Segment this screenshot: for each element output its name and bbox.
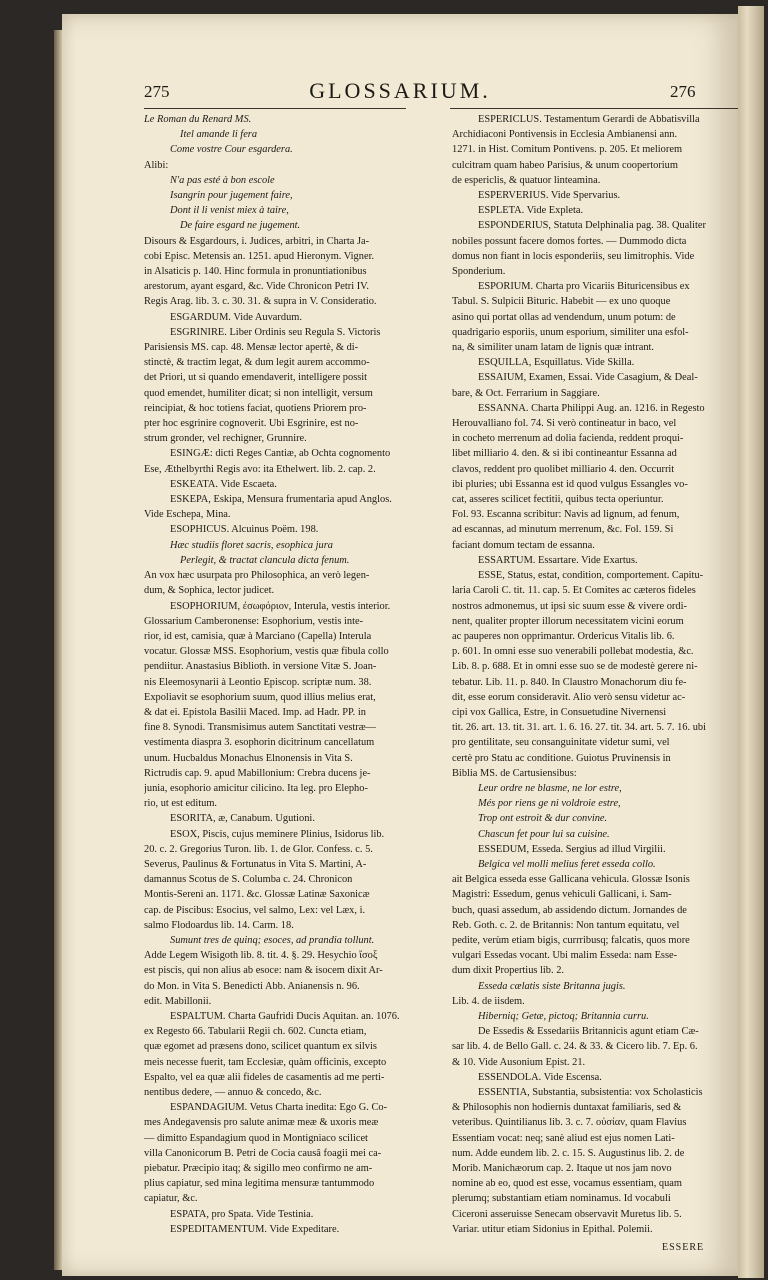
text-line: vocatur. Glossæ MSS. Esophorium, vestis quæ fibula collo xyxy=(144,646,389,658)
text-line: in cocheto merrenum ad dolia facienda, reddent proqui- xyxy=(452,433,684,445)
text-line: nobiles possunt facere domos fortes. — Dummodo dicta xyxy=(452,235,687,247)
text-line: ESPONDERIUS, Statuta Delphinalia pag. 38. Qualiter xyxy=(478,220,706,232)
text-line: Biblia MS. de Cartusiensibus: xyxy=(452,767,577,779)
text-line: pedite, verùm etiam bigis, currribusq; falcatis, quos more xyxy=(452,934,690,946)
text-line: sar lib. 4. de Bello Gall. c. 24. & 33. & Cicero lib. 7. Ep. 6. xyxy=(452,1041,698,1053)
text-line: Variar. utitur etiam Sidonius in Epithal. Polemii. xyxy=(452,1223,653,1235)
text-line: Esseda cælatis siste Britanna jugis. xyxy=(478,980,626,992)
text-line: pendiitur. Anastasius Biblioth. in versione Vitæ S. Joan- xyxy=(144,661,377,673)
text-line: Espalto, vel ea quæ alii fideles de casamentis ad me perti- xyxy=(144,1071,385,1083)
text-line: Parisiensis MS. cap. 48. Mensæ lector apertè, & di- xyxy=(144,342,359,354)
text-line: nostros admonemus, ut ipsi sic suum esse & vivere ordi- xyxy=(452,600,687,612)
text-line: Regis Arag. lib. 3. c. 30. 31. & supra in V. Consideratio. xyxy=(144,296,377,308)
text-line: ESOPHICUS. Alcuinus Poëm. 198. xyxy=(170,524,319,536)
text-line: ESSARTUM. Essartare. Vide Exartus. xyxy=(478,554,638,566)
text-line: ESPORIUM. Charta pro Vicariis Bituricensibus ex xyxy=(478,281,690,293)
text-line: na, & similiter unam latam de lignis quæ intrant. xyxy=(452,342,655,354)
text-line: Més por riens ge ni voldroie estre, xyxy=(478,798,621,810)
text-line: quæ egomet ad præsens dono, scilicet quantum ex silvis xyxy=(144,1041,377,1053)
text-line: ESSANNA. Charta Philippi Aug. an. 1216. in Regesto xyxy=(478,402,705,414)
text-line: nomine ab eo, quod est esse, vocamus essentiam, quam xyxy=(452,1178,682,1190)
text-line: Glossarium Camberonense: Esophorium, vestis inte- xyxy=(144,615,364,627)
text-line: Essentiam vocat: neq; sanè aliud est ejus nomen Lati- xyxy=(452,1132,675,1144)
text-line: Sponderium. xyxy=(452,266,506,278)
text-line: domus non fiant in locis esponderiis, seu limitrophis. Vide xyxy=(452,250,695,262)
text-line: Come vostre Cour esgardera. xyxy=(170,144,293,156)
text-line: ESPLETA. Vide Expleta. xyxy=(478,205,584,217)
text-line: quadrigario esporiis, unum esporium, similiter una esfol- xyxy=(452,326,689,338)
text-line: ESPERICLUS. Testamentum Gerardi de Abbatisvilla xyxy=(478,114,700,125)
page-edge-stack xyxy=(738,6,764,1278)
text-line: de espericlis, & quatuor linteamina. xyxy=(452,174,601,186)
text-line: libet milliario 4. den. & si ibi contineantur Essanna ad xyxy=(452,448,677,460)
text-line: plerumq; substantiam etiam nominamus. Id vocabuli xyxy=(452,1193,671,1205)
text-line: edit. Mabillonii. xyxy=(144,995,212,1007)
text-line: nentibus dedere, — annuo & concedo, &c. xyxy=(144,1087,322,1098)
text-line: ESPATA, pro Spata. Vide Testinia. xyxy=(170,1208,314,1220)
text-line: do Mon. in Vita S. Benedicti Abb. Anianensis n. 96. xyxy=(144,980,360,992)
text-line: laria Caroli C. tit. 11. cap. 5. Et Comites ac cæteros fideles xyxy=(452,585,696,597)
header-rule-left xyxy=(144,108,406,109)
right-column xyxy=(452,112,734,1237)
text-line: arestorum, ayant esgard, &c. Vide Chronicon Petri IV. xyxy=(144,281,369,293)
text-line: Trop ont estroit & dur convine. xyxy=(478,813,608,825)
text-line: Montis-Sereni an. 1171. &c. Glossæ Latinæ Saxonicæ xyxy=(144,889,370,901)
text-line: junia, esophorio amicitur cilicino. Ita leg. pro Elepho- xyxy=(144,782,368,794)
text-line: & 10. Vide Ausonium Epist. 21. xyxy=(452,1056,586,1068)
text-line: ESGARDUM. Vide Auvardum. xyxy=(170,311,302,323)
text-line: nent, qualiter propter illorum necessitatem vicini eorum xyxy=(452,615,684,627)
text-line: det Priori, ut si quando emendaverit, intelligere possit xyxy=(144,372,368,384)
text-line: vestimenta diaspra 3. esophorin dicitrinum cancellatum xyxy=(144,737,375,749)
text-line: mes Andegavensis pro salute animæ meæ & uxoris meæ xyxy=(144,1117,379,1129)
text-line: faciant domum tectam de essanna. xyxy=(452,539,595,551)
text-line: certè pro Statu ac conditione. Guiotus Pruvinensis in xyxy=(452,752,671,764)
text-line: ESSAIUM, Examen, Essai. Vide Casagium, & Deal- xyxy=(478,372,698,384)
text-line: ESSENTIA, Substantia, subsistentia: vox Scholasticis xyxy=(478,1087,703,1098)
text-line: meis necesse fuerit, tam Ecclesiæ, quàm officinis, excepto xyxy=(144,1056,387,1068)
text-line: reincipiat, & hoc totiens faciat, quotiens Priorem pro- xyxy=(144,402,367,414)
text-line: tebatur. Lib. 11. p. 840. In Claustro Monachorum diu fe- xyxy=(452,676,687,688)
text-line: Morib. Manichæorum cap. 2. Itaque ut nos jam novo xyxy=(452,1163,672,1175)
text-line: Lib. 8. p. 688. Et in omni esse suo se de modestè gerere ni- xyxy=(452,661,698,673)
text-line: Expoliavit se esophorium suum, quod illius melius erat, xyxy=(144,691,376,703)
text-line: Archidiaconi Pontivensis in Ecclesia Ambianensi ann. xyxy=(452,129,678,141)
text-line: Itel amande li fera xyxy=(180,129,258,141)
text-line: Perlegit, & tractat clancula dicta fenum. xyxy=(180,554,350,566)
text-line: Isangrin pour jugement faire, xyxy=(170,190,293,202)
text-line: Ese, Æthelbyrthi Regis avo: ita Ethelwert. lib. 2. cap. 2. xyxy=(144,463,376,475)
text-line: Le Roman du Renard MS. xyxy=(144,114,252,125)
text-line: clavos, reddent pro quolibet milliario 4. den. Occurrit xyxy=(452,463,675,475)
text-line: ESPERVERIUS. Vide Spervarius. xyxy=(478,190,621,202)
text-line: nis Eleemosynarii à Leontio Episcop. scriptæ num. 38. xyxy=(144,676,372,688)
text-line: ex Regesto 66. Tabularii Regii ch. 602. Cuncta etiam, xyxy=(144,1026,367,1038)
running-title: GLOSSARIUM. xyxy=(309,78,491,103)
text-line: Hæc studiis floret sacris, esophica jura xyxy=(170,539,333,551)
text-line: ESPEDITAMENTUM. Vide Expeditare. xyxy=(170,1223,340,1235)
text-line: ait Belgica esseda esse Gallicana vehicula. Glossæ Isonis xyxy=(452,874,690,886)
text-line: & Philosophis non hodiernis duntaxat familiaris, sed & xyxy=(452,1102,682,1114)
text-line: Magistri: Essedum, genus vehiculi Gallicani, i. Sam- xyxy=(452,889,672,901)
header-rule-right xyxy=(450,108,738,109)
left-page-number: 275 xyxy=(144,82,170,101)
text-line: cap. de Piscibus: Esocius, vel salmo, Lex: vel Læx, i. xyxy=(144,904,366,916)
text-line: Herouvalliano fol. 74. Si verò contineatur in baco, vel xyxy=(452,418,677,430)
text-line: culcitram quam habeo Parisius, & unum coopertorium xyxy=(452,159,678,171)
text-line: asino qui portat ollas ad vendendum, unum potum: de xyxy=(452,311,676,323)
text-line: Vide Eschepa, Mina. xyxy=(144,509,231,521)
text-line: dit, esse eorum consideravit. Alio verò sensu videtur ac- xyxy=(452,691,686,703)
text-line: fine 8. Synodi. Transmisimus autem Sanctitati vestræ— xyxy=(144,722,377,734)
text-line: capiatur, &c. xyxy=(144,1193,198,1205)
text-line: Leur ordre ne blasme, ne lor estre, xyxy=(478,782,622,794)
text-line: rio, ut est editum. xyxy=(144,798,218,810)
text-line: ESSE, Status, estat, condition, comportement. Capitu- xyxy=(478,570,704,582)
text-line: Hiberniq; Getæ, pictoq; Britannia curru. xyxy=(478,1010,649,1022)
text-line: salmo Flodoardus lib. 14. Carm. 18. xyxy=(144,919,294,931)
text-line: num. Adde eundem lib. 2. c. 15. S. Augustinus lib. 2. de xyxy=(452,1147,685,1159)
right-page-number: 276 xyxy=(670,82,696,101)
text-line: stinctè, & tractim legat, & dum legit aurem accommo- xyxy=(144,357,370,369)
text-line: Alibi: xyxy=(144,159,169,171)
text-line: ESINGÆ: dicti Reges Cantiæ, ab Ochta cognomento xyxy=(170,448,391,460)
text-line: ESKEATA. Vide Escaeta. xyxy=(170,478,277,490)
text-line: De faire esgard ne jugement. xyxy=(180,220,301,232)
text-line: Rictrudis cap. 9. apud Mabillonium: Crebra ducens je- xyxy=(144,767,371,779)
text-line: ESSEDUM, Esseda. Sergius ad illud Virgilii. xyxy=(478,843,666,855)
text-line: Adde Legem Wisigoth lib. 8. tit. 4. §. 29. Hesychio ἴσοξ xyxy=(144,950,378,962)
text-line: ad escannas, ad minutum merrenum, &c. Fol. 159. Si xyxy=(452,524,674,536)
text-line: in Alsaticis p. 140. Hinc formula in pronuntiationibus xyxy=(144,266,367,278)
text-line: N'a pas esté à bon escole xyxy=(170,174,275,186)
text-line: Disours & Esgardours, i. Judices, arbitri, in Charta Ja- xyxy=(144,235,370,247)
text-line: ESQUILLA, Esquillatus. Vide Skilla. xyxy=(478,357,635,369)
catchword: ESSERE xyxy=(662,1242,705,1253)
text-line: plius capiatur, sed mina legitima mensuræ tantummodo xyxy=(144,1178,375,1190)
text-line: — dimitto Espandagium quod in Montigniaco scilicet xyxy=(144,1132,368,1144)
text-line: ac pauperes non opprimantur. Ordericus Vitalis lib. 6. xyxy=(452,630,675,642)
text-line: Chascun fet pour lui sa cuisine. xyxy=(478,828,610,840)
text-line: Lib. 4. de iisdem. xyxy=(452,995,525,1007)
text-line: Sumunt tres de quinq; esoces, ad prandia tollunt. xyxy=(170,934,375,946)
text-line: cat, asseres scilicet fectitii, quibus tecta operiuntur. xyxy=(452,494,664,506)
text-line: est piscis, qui non alius ab esoce: nam & isocem dixit Ar- xyxy=(144,965,383,977)
text-line: ESORITA, æ, Canabum. Ugutioni. xyxy=(170,813,315,825)
text-line: Ciceroni asseruisse Senecam observavit Muretus lib. 5. xyxy=(452,1208,682,1220)
text-line: pro gentilitate, seu consanguinitate videtur sumi, vel xyxy=(452,737,670,749)
text-line: p. 601. In omni esse suo venerabili pollebat modestia, &c. xyxy=(452,646,694,658)
text-line: An vox hæc usurpata pro Philosophica, an verò legen- xyxy=(144,570,370,582)
text-line: 1271. in Hist. Comitum Pontivens. p. 205. Et meliorem xyxy=(452,144,683,156)
text-line: ESOPHORIUM, ἐσωφόριον, Interula, vestis interior. xyxy=(170,600,391,612)
text-line: bare, & Oct. Ferrarium in Saggiare. xyxy=(452,387,600,399)
text-line: damannus Scotus de S. Columba c. 24. Chronicon xyxy=(144,874,353,886)
text-line: 20. c. 2. Gregorius Turon. lib. 1. de Glor. Confess. c. 5. xyxy=(144,843,373,855)
text-line: pter hoc esgrinire cognoverit. Ubi Esgrinire, est no- xyxy=(144,418,359,430)
left-column xyxy=(144,112,406,1237)
text-line: & dat ei. Epistola Basilii Maced. Imp. ad Hadr. PP. in xyxy=(144,706,366,718)
text-line: cipi vox Gallica, Estre, in Consuetudine Nivernensi xyxy=(452,706,667,718)
text-line: cobi Episc. Metensis an. 1251. apud Hieronym. Vigner. xyxy=(144,250,375,262)
text-line: De Essedis & Essedariis Britannicis agunt etiam Cæ- xyxy=(478,1026,699,1038)
book-gutter-shadow xyxy=(54,30,62,1270)
text-line: unum. Hucbaldus Monachus Elnonensis in Vita S. xyxy=(144,752,353,764)
text-line: ESPANDAGIUM. Vetus Charta inedita: Ego G. Co- xyxy=(170,1102,388,1114)
text-line: dum, & Sophica, lector judicet. xyxy=(144,585,275,597)
text-line: buch, quasi assedum, ab assidendo dictum. Jornandes de xyxy=(452,904,687,916)
book-page xyxy=(62,14,738,1276)
text-line: rior, id est, camisia, quæ à Marciano (Capella) Interula xyxy=(144,630,372,642)
text-line: piebatur. Præcipio itaq; & sigillo meo confirmo ne am- xyxy=(144,1163,373,1175)
text-line: ESPALTUM. Charta Gaufridi Ducis Aquitan. an. 1076. xyxy=(170,1010,400,1022)
text-line: ESOX, Piscis, cujus meminere Plinius, Isidorus lib. xyxy=(170,828,385,840)
text-line: ibi pluries; ubi Essanna est id quod vulgus Essangles vo- xyxy=(452,478,688,490)
text-line: ESGRINIRE. Liber Ordinis seu Regula S. Victoris xyxy=(170,326,381,338)
page-header xyxy=(62,76,738,106)
text-line: Severus, Paulinus & Fortunatus in Vita S. Martini, A- xyxy=(144,858,367,870)
text-line: dum dixit Propertius lib. 2. xyxy=(452,965,564,977)
text-line: villa Canonicorum B. Petri de Cocia causâ foagii mei ca- xyxy=(144,1147,382,1159)
text-line: strum gronder, vel rechigner, Grunnire. xyxy=(144,433,307,445)
text-line: Fol. 93. Escanna scribitur: Navis ad lignum, ad fenum, xyxy=(452,509,680,521)
text-line: Belgica vel molli melius feret esseda collo. xyxy=(478,858,656,870)
text-line: ESKEPA, Eskipa, Mensura frumentaria apud Anglos. xyxy=(170,494,392,506)
text-line: ESSENDOLA. Vide Escensa. xyxy=(478,1071,602,1083)
text-line: veteribus. Quintilianus lib. 3. c. 7. οὐσίαν, quam Flavius xyxy=(452,1117,687,1129)
text-line: vulgari Essedas vocant. Ubi malim Esseda: nam Esse- xyxy=(452,950,678,962)
text-line: Reb. Goth. c. 2. de Britannis: Non tantum equitatu, vel xyxy=(452,919,680,931)
text-line: Dont il li venist miex à taire, xyxy=(170,205,289,217)
text-line: Tabul. S. Sulpicii Bituric. Habebit — ex uno quoque xyxy=(452,296,671,308)
text-line: tit. 26. art. 13. tit. 31. art. 1. 6. 16. 27. tit. 34. art. 5. 7. 16. ubi xyxy=(452,722,706,734)
text-line: quod emendet, humiliter dicat; si non intelligit, versum xyxy=(144,387,373,399)
